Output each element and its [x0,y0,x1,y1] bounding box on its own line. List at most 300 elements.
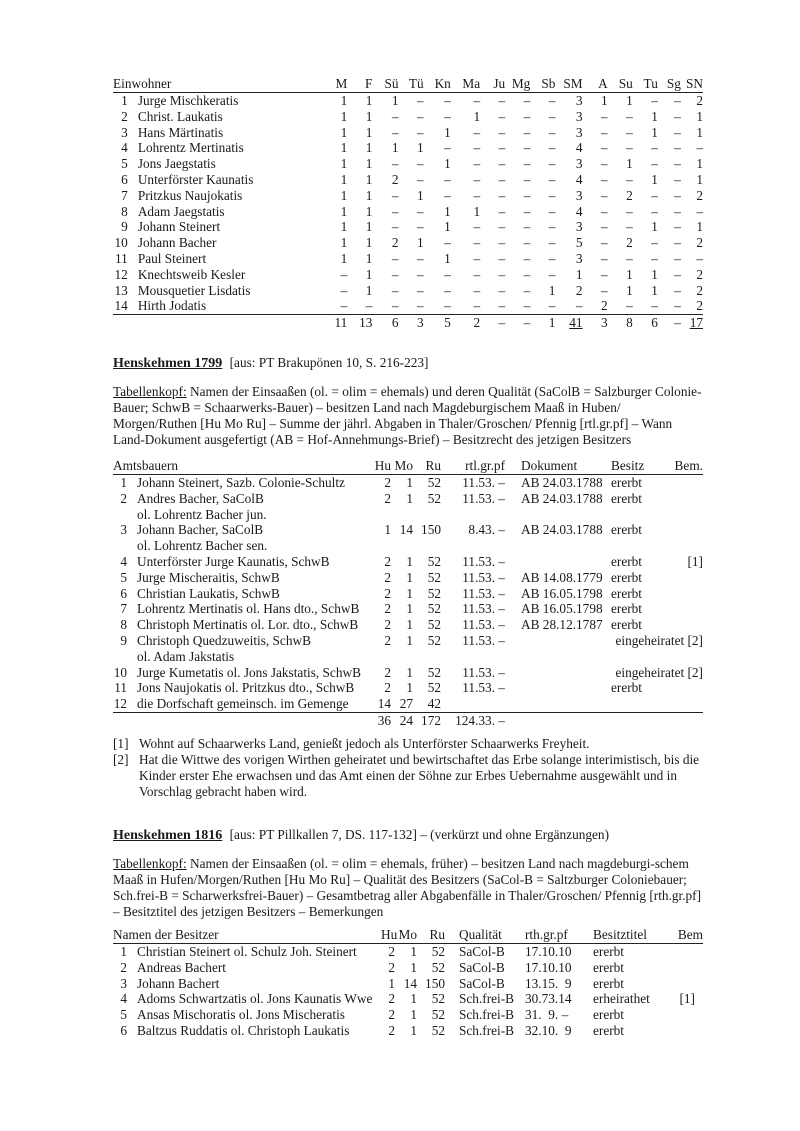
col-header-dokument: Dokument [511,458,603,475]
total-ru: 172 [421,712,441,728]
besitz-value: ererbt [611,585,643,601]
totals-row [113,315,703,331]
footnote-1-tag: [1] [113,736,129,751]
cell-value: – [601,250,608,266]
row-number: 1 [121,93,128,108]
farmer-name: Jurge Kumetatis ol. Jons Jakstatis, SchwB [137,664,361,680]
cell-value: – [601,124,608,140]
row-number: 1 [120,475,127,490]
cell-value: – [548,171,556,187]
tabellenkopf-label-1816: Tabellenkopf: [113,856,187,871]
cell-value: 1 [340,203,348,219]
cell-value: 3 [575,108,583,124]
mo-value: 14 [403,975,417,991]
cell-value: 2 [696,93,703,108]
besitz-value: eingeheiratet [2] [615,632,703,648]
cell-value: – [674,124,681,140]
cell-value: 1 [340,108,348,124]
cell-value: – [523,140,531,156]
cell-value: – [523,124,531,140]
besitz-value: ererbt [611,553,643,569]
tabellenkopf-text: Namen der Einsaaßen (ol. = olim = ehemals) und deren Qualität (SaColB = Salzburger Colonie-Bauer; SchwB = Schaarwerks-Bauer) – besitzen Land nach Magdeburgischem Maaß in Huben/ Morgen/Ruthen [Hu Mo Ru] – Summe der jährl. Abgaben in Thaler/Groschen/ Pfennig [rtl.gr.pf] – Wann Land-Dokument ausgefertigt (AB = Hof-Annehmungs-Brief) – Besitzrecht des jetzigen Besitzers [113,384,702,447]
total-value: 6 [651,315,658,331]
document-value: AB 14.08.1779 [521,569,603,585]
cell-value: 1 [473,108,481,124]
cell-value: – [651,235,658,251]
owner-name: Johann Bachert [137,975,220,991]
row-number: 8 [121,203,128,219]
cell-value: 1 [696,108,703,124]
cell-value: – [498,108,506,124]
cell-value: – [651,156,658,172]
cell-value: – [674,203,681,219]
cell-value: – [651,203,658,219]
rtl-value: 11.53. – [462,617,505,633]
cell-value: – [674,93,681,108]
ru-value: 52 [427,664,441,680]
cell-value: – [626,140,633,156]
table-row [113,204,703,220]
table-row [113,235,703,251]
cell-value: 1 [473,203,481,219]
col-header-namen: Namen der Besitzer [113,927,381,944]
bem-value [665,522,703,538]
table-row [113,251,703,267]
table-row [113,93,703,109]
cell-value: 1 [696,156,703,172]
owner-name: Andreas Bachert [137,959,226,975]
cell-value: – [473,93,481,108]
cell-value: – [523,156,531,172]
footnote-1-text: Wohnt auf Schaarwerks Land, genießt jedoch als Unterförster Schaarwerks Freyheit. [139,736,590,751]
cell-value: 1 [365,235,373,251]
cell-value: – [391,187,399,203]
mo-value: 27 [391,696,413,712]
total-value: 1 [548,315,556,331]
hu-value: 14 [371,696,391,712]
resident-name: Johann Bacher [137,235,217,251]
cell-value: – [391,266,399,282]
cell-value: – [626,124,633,140]
besitz-value [603,507,665,523]
cell-value: 1 [340,250,348,266]
cell-value: 1 [365,124,373,140]
cell-value: 2 [575,282,583,298]
resident-name: Lohrentz Mertinatis [137,140,244,156]
rtl-value: 11.53. – [462,569,505,585]
col-header-rth: rth.gr.pf [517,927,587,944]
cell-value: 1 [340,187,348,203]
col-header-kn: Kn [424,76,451,93]
cell-value: – [696,203,703,219]
cell-value: – [674,156,681,172]
mo-value: 1 [406,664,413,680]
cell-value: – [548,219,556,235]
table-row [113,601,703,617]
mo-value: 1 [406,601,413,617]
ru-value: 52 [427,601,441,617]
section-1799-header-description [113,384,703,448]
totals-spacer [113,315,132,331]
hu-value: 2 [384,680,391,696]
totals-row [113,712,703,728]
cell-value: 2 [696,235,703,251]
row-number: 14 [113,298,132,314]
cell-value: 2 [391,235,399,251]
cell-value: – [505,298,530,314]
cell-value: – [444,108,451,124]
cell-value: – [523,171,531,187]
cell-value: – [391,108,399,124]
totals-spacer [131,712,371,728]
cell-value: – [523,282,531,298]
cell-value: 2 [626,235,633,251]
cell-value: – [548,187,556,203]
besitzer-header-row [113,927,703,944]
row-number: 12 [113,696,131,712]
row-number: 2 [120,490,127,506]
cell-value: – [651,93,658,108]
section-1816 [113,826,703,920]
cell-value: – [340,282,348,298]
document-value [511,680,603,696]
cell-value: 3 [575,124,583,140]
table-row [113,219,703,235]
row-number: 9 [120,632,127,648]
rtl-value: 11.53. – [462,680,505,696]
cell-value: 1 [416,235,424,251]
cell-value: – [548,140,556,156]
cell-value: – [601,171,608,187]
besitztitel-value: ererbt [593,944,625,959]
cell-value: – [674,219,681,235]
mo-value: 1 [406,490,413,506]
col-header-besitztitel: Besitztitel [587,927,667,944]
cell-value: – [523,235,531,251]
cell-value: – [473,282,481,298]
document-value: AB 16.05.1798 [521,585,603,601]
bem-value [665,538,703,554]
table-row [113,586,703,602]
qualitaet-value: SaCol-B [459,944,505,959]
section-1816-header-description [113,856,703,920]
resident-name: Hirth Jodatis [132,298,320,314]
cell-value: – [340,266,348,282]
document-value: AB 16.05.1798 [521,601,603,617]
mo-value: 1 [406,475,413,490]
table-row [113,1007,703,1023]
tabellenkopf-text-1816: Namen der Einsaaßen (ol. = olim = ehemals, früher) – besitzen Land nach magdeburgi-schem Maaß in Hufen/Morgen/Ruthen [Hu Mo Ru] – Qualität des Besitzers (SaCol-B = Saltzburger Coloniebauer; Sch.frei-B = Scharwerksfrei-Bauer) – Gesamtbetrag aller Abgabenfälle in Thaler/Groschen/ Pfennig [rth.gr.pf] – Besitztitel des jetzigen Besitzers – Bemerkungen [113,856,702,919]
cell-value: 1 [444,156,451,172]
row-number: 5 [120,1007,127,1023]
cell-value: 1 [601,93,608,108]
table-row [113,680,703,696]
cell-value: – [320,298,347,314]
total-value: – [498,315,506,331]
cell-value: 3 [575,250,583,266]
cell-value: – [548,93,556,108]
besitz-value: ererbt [611,601,643,617]
row-number: 10 [114,235,128,251]
cell-value: – [674,140,681,156]
col-header-qualitaet: Qualität [445,927,517,944]
mo-value: 1 [406,585,413,601]
owner-name: Adoms Schwartzatis ol. Jons Kaunatis Wwe [137,991,373,1007]
cell-value: 1 [444,203,451,219]
section-1816-source: [aus: PT Pillkallen 7, DS. 117-132] – (verkürzt und ohne Ergänzungen) [229,827,610,842]
table-row [113,491,703,507]
cell-value: – [548,235,556,251]
col-header-besitz: Besitz [603,458,665,475]
cell-value: 1 [416,187,424,203]
hu-value: 2 [384,632,391,648]
rtl-value [441,696,511,712]
table-row [113,475,703,491]
cell-value: – [601,219,608,235]
einwohner-table [113,76,703,331]
mo-value: 14 [399,522,413,538]
farmer-name: Unterförster Jurge Kaunatis, SchwB [137,553,330,569]
cell-value: – [548,203,556,219]
cell-value: – [498,171,506,187]
total-mo: 24 [399,712,413,728]
mo-value: 1 [406,617,413,633]
cell-value: 3 [575,93,583,108]
cell-value: – [651,187,658,203]
table-row [113,172,703,188]
table-row [113,976,703,992]
document-value [511,554,603,570]
farmer-name: Johann Steinert, Sazb. Colonie-Schultz [137,475,345,490]
cell-value: – [399,298,424,314]
rtl-value: 11.53. – [462,475,505,490]
bem-value [667,960,703,976]
rtl-value: 8.43. – [468,522,505,538]
qualitaet-value: SaCol-B [459,959,505,975]
hu-value: 2 [384,664,391,680]
resident-name: Johann Steinert [137,219,221,235]
cell-value: 1 [365,266,373,282]
cell-value: – [626,108,633,124]
ru-value [413,507,441,523]
rth-value: 13.15. 9 [525,975,572,991]
farmer-name: ol. Adam Jakstatis [137,648,235,664]
cell-value: – [498,235,506,251]
row-number: 11 [115,250,128,266]
cell-value: – [498,187,506,203]
table-row [113,538,703,554]
cell-value: – [416,124,424,140]
cell-value: – [674,187,681,203]
cell-value: – [498,282,506,298]
cell-value: 1 [651,108,658,124]
row-number [113,649,131,665]
cell-value: 1 [365,171,373,187]
row-number: 1 [120,944,127,959]
cell-value: 1 [548,282,556,298]
cell-value: – [473,187,481,203]
document-value [511,538,603,554]
cell-value: 1 [626,156,633,172]
col-header-hu-1816: Hu [381,927,398,942]
resident-name: Unterförster Kaunatis [137,171,254,187]
footnote-2-text: Hat die Wittwe des vorigen Wirthen geheiratet und bewirtschaftet das Erbe solange interimistisch, bis die Kinder erster Ehe erwachsen und das Amt einen der Söhne zur Erbes Uebernahme ausgewählt und in Vorschlag gebracht haben wird. [139,752,700,799]
cell-value: – [444,266,451,282]
table-row [113,617,703,633]
col-header-bem: Bem. [665,458,703,475]
resident-name: Adam Jaegstatis [137,203,225,219]
cell-value: – [416,108,424,124]
rth-value: 32.10. 9 [525,1022,572,1038]
table-row [113,554,703,570]
row-number: 4 [120,991,127,1007]
cell-value: 1 [651,266,658,282]
total-rtl: 124.33. – [455,712,505,728]
row-number: 6 [120,1022,127,1038]
cell-value: – [674,235,681,251]
cell-value: – [696,140,703,156]
ru-value: 52 [431,991,445,1007]
cell-value: – [651,140,658,156]
besitztitel-value: ererbt [593,959,625,975]
cell-value: – [674,108,681,124]
hu-value: 2 [388,959,395,975]
cell-value: 2 [583,298,608,314]
mo-value: 1 [406,553,413,569]
cell-value: 1 [626,266,633,282]
tabellenkopf-label: Tabellenkopf: [113,384,187,399]
amtsbauern-table-body [113,475,703,729]
total-value: 11 [334,315,348,331]
cell-value: 1 [696,124,703,140]
cell-value: – [473,235,481,251]
cell-value: – [601,282,608,298]
bem-value [665,491,703,507]
ru-value: 52 [427,475,441,490]
ru-value [413,649,441,665]
col-header-ju: Ju [480,76,505,93]
ru-value: 52 [427,569,441,585]
cell-value: – [424,298,451,314]
total-value: – [674,315,681,331]
rth-value: 17.10.10 [525,959,572,975]
row-number: 3 [120,975,127,991]
cell-value: – [674,266,681,282]
hu-value: 2 [388,1022,395,1038]
row-number: 4 [121,140,128,156]
bem-value: [1] [679,991,695,1007]
row-number: 12 [114,266,128,282]
owner-name: Ansas Mischoratis ol. Jons Mischeratis [137,1007,345,1023]
cell-value: 1 [365,140,373,156]
cell-value: – [626,171,633,187]
cell-value: – [523,187,531,203]
mo-value [391,649,413,665]
cell-value: – [601,203,608,219]
besitztitel-value: ererbt [593,1007,625,1023]
cell-value: – [473,250,481,266]
bem-value [665,601,703,617]
rtl-value [441,649,511,665]
hu-value: 2 [384,490,391,506]
cell-value: 1 [626,93,633,108]
col-header-su2: Su [608,76,633,93]
table-row [113,156,703,172]
rth-value: 17.10.10 [525,944,572,959]
mo-value [391,538,413,554]
footnote-2 [113,752,703,800]
bem-value [665,617,703,633]
cell-value: 4 [575,171,583,187]
cell-value: – [444,140,451,156]
row-number: 11 [114,680,127,696]
cell-value: – [498,203,506,219]
besitz-value: ererbt [611,490,643,506]
rth-value: 31. 9. – [525,1007,569,1023]
table-row [113,665,703,681]
cell-value: – [416,282,424,298]
row-number: 2 [121,108,128,124]
cell-value: – [480,298,505,314]
cell-value: – [523,203,531,219]
besitz-value: ererbt [611,475,643,490]
table-row [113,522,703,538]
cell-value: – [523,266,531,282]
qualitaet-value: Sch.frei-B [459,1007,515,1023]
col-header-amtsbauern: Amtsbauern [113,458,371,475]
table-row [113,649,703,665]
cell-value: 2 [696,266,703,282]
section-1799 [113,354,703,448]
amtsbauern-table [113,458,703,729]
qualitaet-value: Sch.frei-B [459,1022,515,1038]
cell-value: – [498,140,506,156]
cell-value: 1 [391,140,399,156]
table-row [113,109,703,125]
cell-value: – [674,171,681,187]
cell-value: – [473,124,481,140]
bem-value [665,649,703,665]
table-row [113,298,703,314]
farmer-name: Christian Laukatis, SchwB [137,585,280,601]
total-hu: 36 [377,712,391,728]
col-header-rtl: rtl.gr.pf [441,458,511,475]
cell-value: – [530,298,555,314]
cell-value: – [416,203,424,219]
farmer-name: Johann Bacher, SaColB [137,522,264,538]
col-header-a: A [583,76,608,93]
total-value: 3 [416,315,424,331]
cell-value: 2 [696,282,703,298]
cell-value: 1 [365,187,373,203]
cell-value: – [473,156,481,172]
resident-name: Pritzkus Naujokatis [137,187,243,203]
einwohner-table-body [113,93,703,331]
rtl-value: 11.53. – [462,553,505,569]
document-value [511,696,603,712]
cell-value: – [674,250,681,266]
totals-spacer [113,712,131,728]
hu-value: 1 [388,975,395,991]
row-number [113,538,131,554]
cell-value: – [372,298,398,314]
row-number: 5 [120,569,127,585]
cell-value: 1 [651,124,658,140]
row-number [113,507,131,523]
cell-value: 2 [391,171,399,187]
hu-value: 2 [384,585,391,601]
cell-value: – [601,266,608,282]
